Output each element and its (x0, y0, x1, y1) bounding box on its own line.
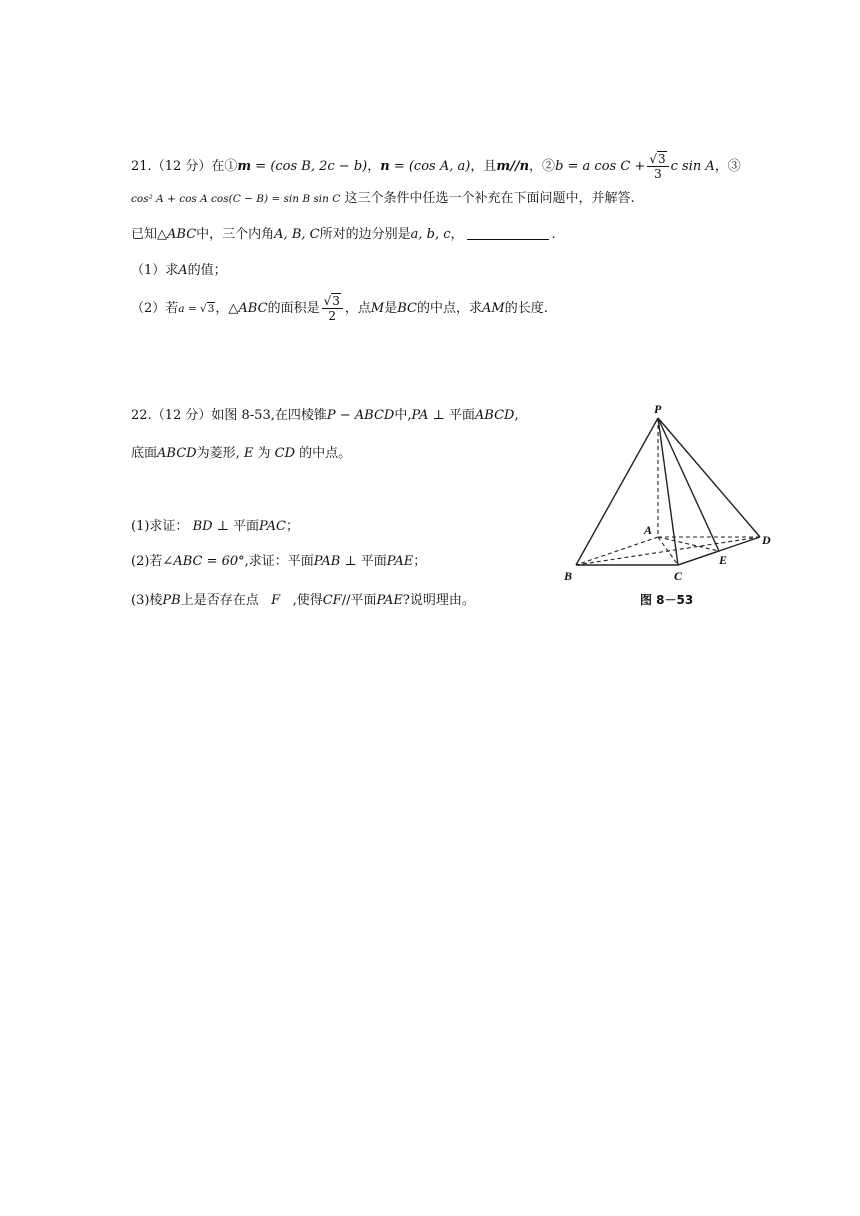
q22-sub-1 (131, 517, 299, 537)
q21-given-comma: ， (450, 227, 464, 242)
edge-BD (576, 537, 760, 565)
q22-l1-d: , (514, 408, 519, 423)
q21-m-vector: m (237, 159, 252, 174)
q22-score: （12 分） (151, 408, 212, 423)
q21-p2-a: a = (178, 303, 201, 315)
edge-CE (678, 551, 719, 565)
q22-s3-label: (3)棱 (131, 593, 163, 608)
q21-p2-comma: ， (215, 301, 229, 316)
q22-s3-end: ?说明理由。 (402, 593, 475, 608)
q22-l1-a: 如图 8-53,在四棱锥 (211, 408, 327, 423)
q22-l2-d: 的中点。 (299, 446, 352, 461)
q21-p2-label: （2）若 (131, 301, 179, 316)
pyramid-figure (560, 398, 790, 618)
edge-PB (576, 418, 658, 565)
q22-s3-pae: PAE (376, 593, 403, 608)
q22-sub-3 (131, 591, 475, 611)
edge-AB (576, 537, 658, 565)
q22-s2-angle: ∠ABC = 60° (162, 554, 245, 569)
q22-CD: CD (274, 446, 296, 461)
q21-n-parallel: n (519, 159, 530, 174)
q22-s3-mid2: ,使得 (292, 593, 323, 608)
q21-part-2: （2）若a = √3，△ABC的面积是 $\frac{√3}{2}$ ，点M是BC的中点，求AM的长度. (131, 294, 548, 323)
q22-s1-pac: PAC (259, 519, 286, 534)
label-A: A (644, 523, 653, 537)
q22-l1-b: 中, (394, 408, 412, 423)
q21-answer-blank[interactable] (467, 225, 549, 240)
q21-line2-text: 这三个条件中任选一个补充在下面问题中，并解答. (344, 191, 635, 206)
q22-number: 22. (131, 408, 152, 423)
q21-given-end: . (551, 227, 556, 242)
q22-s1-bd: BD (192, 519, 213, 534)
q21-sep2: ，且 (470, 159, 497, 174)
q21-score: （12 分） (151, 159, 212, 174)
q21-triangle: △ABC (157, 227, 197, 242)
figure-caption: 图 8－53 (640, 593, 694, 607)
label-E: E (719, 553, 728, 567)
q22-sub-2 (131, 552, 426, 572)
edge-PD (658, 418, 760, 537)
q21-p2-area-text: 的面积是 (267, 301, 320, 316)
q21-cond2-expr: b = a cos C + (555, 159, 646, 174)
q21-p2-sqrt: 3 (207, 303, 215, 315)
q21-p2-point-text: ，点 (344, 301, 371, 316)
q22-s2-end: ； (413, 554, 427, 569)
q22-s2-label: (2)若 (131, 554, 163, 569)
q21-p2-M: M (370, 301, 385, 316)
q21-p2-frac-den: 2 (328, 309, 337, 323)
q22-s1-end: ； (285, 519, 299, 534)
q22-s3-par: //平面 (341, 593, 377, 608)
q21-cond2-frac-num: 3 (657, 152, 666, 166)
q21-m-parallel: m (496, 159, 511, 174)
q21-p1-label: （1）求 (131, 263, 179, 278)
q22-l2-a: 底面 (131, 446, 158, 461)
q21-p1-text: 的值； (187, 263, 227, 278)
q22-s2-mid: ,求证：平面 (244, 554, 314, 569)
label-P: P (654, 402, 662, 416)
q22-pa: PA (411, 408, 429, 423)
q21-line-1 (131, 152, 741, 181)
q21-given-label: 已知 (131, 227, 158, 242)
q22-s1-label: (1)求证： (131, 519, 189, 534)
q21-p2-is: 是 (384, 301, 398, 316)
q22-l2-c: 为 (257, 446, 271, 461)
q22-s3-pb: PB (162, 593, 181, 608)
q21-cond2-fraction: $\frac{√3}{3}$ (647, 152, 668, 181)
q21-cond3-prefix: ，③ (714, 159, 741, 174)
q21-n-expr: = (cos A, a) (389, 159, 471, 174)
q22-l1-c: ⊥ 平面 (428, 408, 475, 423)
label-C: C (674, 569, 683, 583)
q22-s3-F: F (271, 593, 281, 608)
q21-sides: a, b, c (410, 227, 451, 242)
q21-line-2 (131, 189, 635, 209)
q22-s3-mid: 上是否存在点 (180, 593, 259, 608)
q22-solid: P − ABCD (326, 408, 395, 423)
q21-cond3-expr: cos² A + cos A cos(C − B) = sin B sin C (131, 193, 341, 205)
label-B: B (564, 569, 573, 583)
q21-cond2-frac-den: 3 (654, 167, 662, 181)
q21-part-1 (131, 261, 227, 281)
q21-angles: A, B, C (274, 227, 320, 242)
q21-given-text: 中，三个内角 (196, 227, 275, 242)
q21-p2-midpoint: 的中点，求 (416, 301, 482, 316)
q21-intro: 在① (211, 159, 238, 174)
q21-p2-BC: BC (397, 301, 417, 316)
q21-parallel-symbol: // (510, 159, 520, 174)
q21-m-expr: = (cos B, 2c − b) (251, 159, 368, 174)
q21-p2-frac-num: 3 (332, 294, 340, 308)
q21-p1-var: A (178, 263, 188, 278)
q22-s2-perp: ⊥ 平面 (340, 554, 387, 569)
q21-sep1: ， (367, 159, 381, 174)
q21-given-text-2: 所对的边分别是 (319, 227, 411, 242)
q22-l2-b: 为菱形, (196, 446, 240, 461)
q22-base: ABCD (157, 446, 197, 461)
q22-plane: ABCD (474, 408, 515, 423)
q21-n-vector: n (380, 159, 390, 174)
q21-cond2-tail: c sin A (670, 159, 715, 174)
q21-cond2-prefix: ，② (529, 159, 556, 174)
q21-p2-end: 的长度. (504, 301, 548, 316)
q22-s2-pae: PAE (386, 554, 414, 569)
q21-line-3 (131, 225, 556, 245)
q21-p2-triangle: △ABC (228, 301, 268, 316)
q21-p2-fraction: $\frac{√3}{2}$ (322, 294, 343, 323)
label-D: D (762, 533, 771, 547)
q22-line-1 (131, 406, 519, 426)
q21-p2-AM: AM (481, 301, 505, 316)
q21-number: 21. (131, 159, 152, 174)
q22-s2-pab: PAB (313, 554, 341, 569)
q22-s1-mid: ⊥ 平面 (212, 519, 260, 534)
q22-E: E (243, 446, 254, 461)
q22-line-2 (131, 444, 351, 464)
q22-s3-cf: CF (322, 593, 342, 608)
